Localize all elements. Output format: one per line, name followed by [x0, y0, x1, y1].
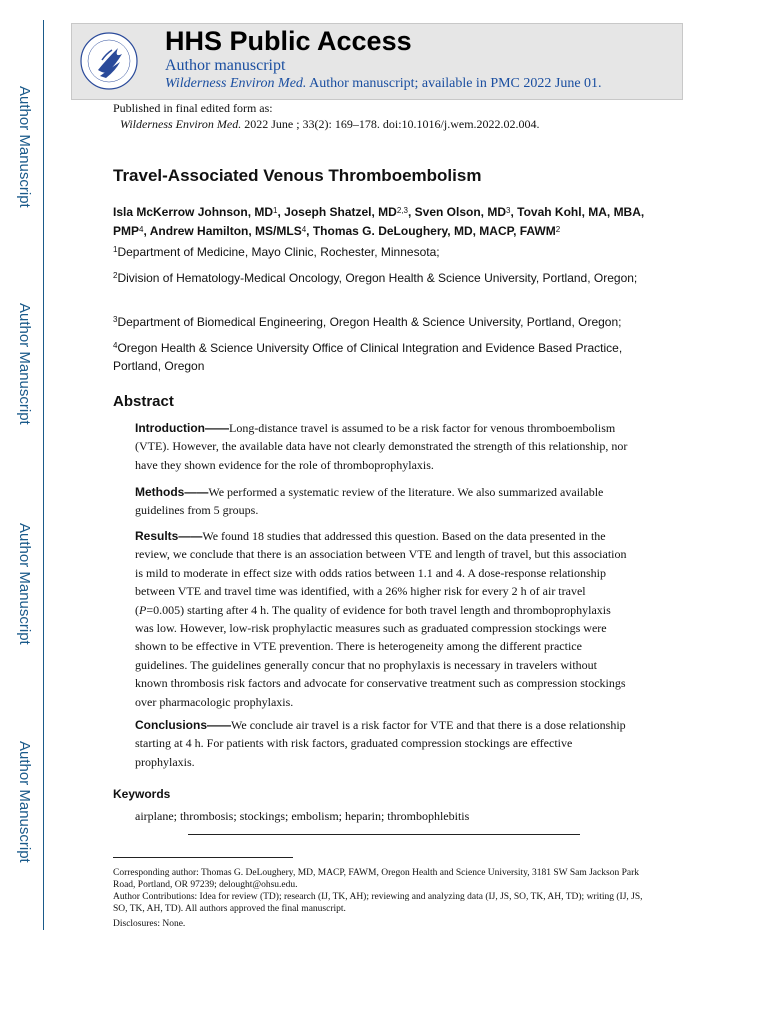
- author-separator: ,: [407, 205, 415, 219]
- abstract-results: [135, 527, 630, 711]
- author-name: Thomas G. DeLoughery, MD, MACP, FAWM: [312, 224, 556, 238]
- introduction-text: Long-distance travel is assumed to be a risk factor for venous thromboembolism (VTE). However, the available data have not clearly demonstrated the strength of this relationship, nor have they shown evidence for the role of thromboprophylaxis.: [135, 421, 628, 472]
- methods-text: We performed a systematic review of the literature. We also summarized available guidelines from 5 groups.: [135, 485, 604, 518]
- sidebar-label-author-manuscript: Author Manuscript: [16, 523, 33, 645]
- author-separator: ,: [510, 205, 518, 219]
- sidebar-label-author-manuscript: Author Manuscript: [16, 86, 33, 208]
- article-title: Travel-Associated Venous Thromboembolism: [113, 166, 482, 185]
- footnote-divider: [113, 857, 293, 858]
- hhs-header: [71, 23, 683, 100]
- header-availability: Author manuscript; available in PMC 2022 June 01.: [309, 76, 602, 91]
- sidebar-label-author-manuscript: Author Manuscript: [16, 741, 33, 863]
- author-name: Joseph Shatzel, MD: [284, 205, 397, 219]
- author-affiliation-sup: 4: [301, 225, 307, 234]
- author-list: [113, 203, 653, 241]
- author-affiliation-sup: 2,3: [396, 206, 408, 215]
- author-name: Tovah Kohl, MA, MBA, PMP: [113, 205, 645, 238]
- author-affiliation-sup: 2: [555, 225, 561, 234]
- affiliation-text: Division of Hematology-Medical Oncology, Oregon Health & Science University, Portland, Oregon;: [117, 271, 638, 285]
- hhs-eagle-logo-icon: [78, 30, 140, 92]
- abstract-methods: [135, 483, 630, 520]
- introduction-label: Introduction——: [135, 421, 229, 435]
- footnote-corresponding-author: Corresponding author: Thomas G. DeLoughery, MD, MACP, FAWM, Oregon Health and Science University, 3181 SW Sam Jackson Park Road, Portland, OR 97239; delought@ohsu.edu.: [113, 868, 639, 890]
- footnote-author-contributions: Author Contributions: Idea for review (TD); research (IJ, TK, AH); reviewing and analyzing data (IJ, JS, SO, TK, AH, TD); writing (IJ, JS, SO, TK, AH, TD). All authors approved the final manuscript.: [113, 892, 643, 914]
- affiliation-sup: 2: [113, 271, 118, 280]
- results-text-1: We found 18 studies that addressed this question. Based on the data presented in the review, we conclude that there is an association between VTE and length of travel, but this association is mild to moderate in effect size with odds ratios between 1.1 and 4. A dose-response relationship between VTE and travel time was identified, with a 26% higher risk for every 2 h of air travel (: [135, 529, 627, 617]
- publication-citation: [120, 117, 540, 132]
- abstract-heading: Abstract: [113, 393, 174, 410]
- keywords-divider: [188, 834, 580, 835]
- author-affiliation-sup: 1: [273, 206, 278, 215]
- author-affiliation-sup: 4: [139, 225, 144, 234]
- affiliation-2: [113, 269, 658, 287]
- author-manuscript-label: Author manuscript: [165, 57, 286, 74]
- affiliation-text: Oregon Health & Science University Office of Clinical Integration and Evidence Based Practice, Portland, Oregon: [113, 341, 623, 373]
- affiliation-text: Department of Biomedical Engineering, Oregon Health & Science University, Portland, Oregon;: [117, 315, 622, 329]
- sidebar-label-author-manuscript: Author Manuscript: [16, 303, 33, 425]
- footnote-disclosures: Disclosures: None.: [113, 919, 186, 929]
- affiliation-sup: 1: [113, 245, 118, 254]
- affiliation-3: [113, 313, 658, 331]
- hhs-public-access-title: HHS Public Access: [165, 26, 412, 56]
- affiliation-text: Department of Medicine, Mayo Clinic, Rochester, Minnesota;: [117, 245, 440, 259]
- keywords-list: airplane; thrombosis; stockings; embolism; heparin; thrombophlebitis: [135, 809, 470, 823]
- conclusions-text: We conclude air travel is a risk factor for VTE and that there is a dose relationship starting at 4 h. For patients with risk factors, graduated compression stockings are effective prophylaxis.: [135, 718, 626, 769]
- sidebar-divider: [43, 20, 44, 930]
- author-affiliation-sup: 3: [506, 206, 511, 215]
- results-p-italic: P: [139, 602, 147, 617]
- conclusions-label: Conclusions——: [135, 718, 232, 732]
- affiliation-1: [113, 243, 658, 261]
- author-separator: ,: [306, 224, 313, 238]
- abstract-conclusions: [135, 716, 630, 771]
- author-name: Andrew Hamilton, MS/MLS: [149, 224, 302, 238]
- published-label: Published in final edited form as:: [113, 101, 273, 115]
- results-text-2: =0.005) starting after 4 h. The quality of evidence for both travel length and thromboprophylaxis was low. However, low-risk prophylactic measures such as graduated compression stockings were shown to be effective in VTE prevention. There is heterogeneity among the different practice guidelines. The guidelines generally concur that no prophylaxis is necessary in travelers without known thrombosis risk factors and advocate for conservative treatment such as compression stockings over pharmacologic prophylaxis.: [135, 602, 626, 709]
- author-name: Isla McKerrow Johnson, MD: [113, 205, 274, 219]
- affiliation-sup: 3: [113, 315, 118, 324]
- citation-journal: Wilderness Environ Med.: [120, 117, 242, 131]
- affiliation-4: [113, 339, 658, 375]
- results-label: Results——: [135, 529, 203, 543]
- pmc-availability: [165, 76, 602, 92]
- author-separator: ,: [277, 205, 285, 219]
- methods-label: Methods——: [135, 485, 209, 499]
- header-journal: Wilderness Environ Med.: [165, 76, 307, 91]
- abstract-introduction: [135, 419, 630, 474]
- author-name: Sven Olson, MD: [414, 205, 506, 219]
- citation-details: 2022 June ; 33(2): 169–178. doi:10.1016/j.wem.2022.02.004.: [244, 117, 540, 131]
- author-separator: ,: [143, 224, 150, 238]
- affiliation-sup: 4: [113, 341, 118, 350]
- keywords-heading: Keywords: [113, 787, 171, 801]
